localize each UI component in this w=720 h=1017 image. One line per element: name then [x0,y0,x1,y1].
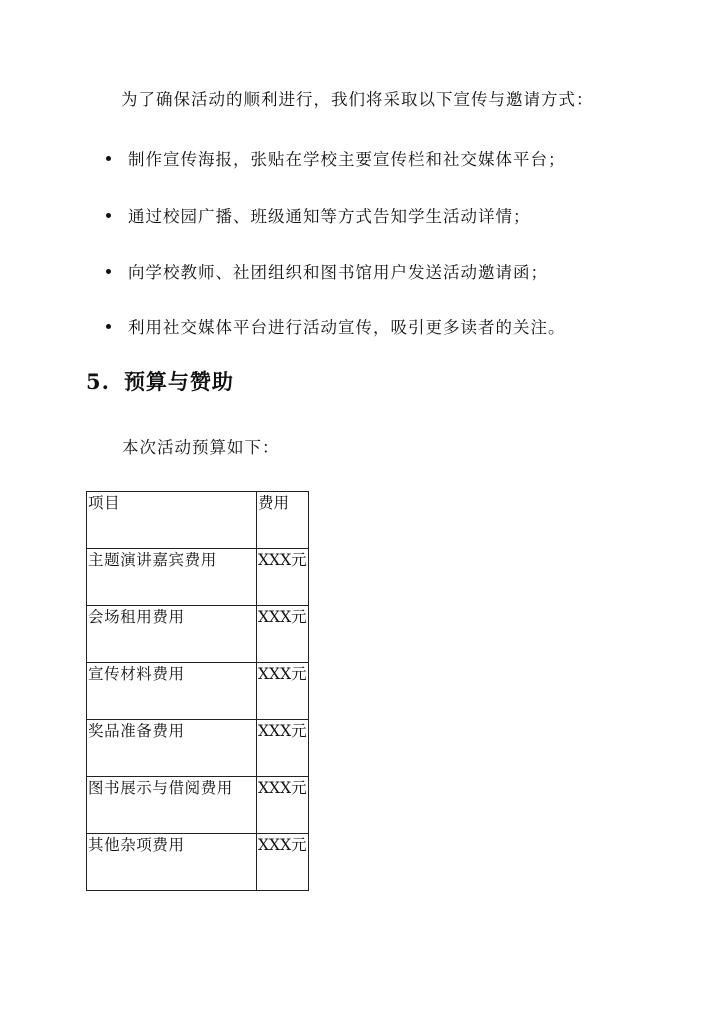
section-number: 5. [86,369,110,394]
table-cell: XXX元 [257,834,309,891]
intro-paragraph: 为了确保活动的顺利进行，我们将采取以下宣传与邀请方式： [121,90,594,109]
table-cell: XXX元 [257,663,309,720]
list-item [106,314,566,338]
bullet-icon [106,156,111,161]
table-cell: XXX元 [257,777,309,834]
table-row [87,549,309,606]
list-item-text: 制作宣传海报，张贴在学校主要宣传栏和社交媒体平台； [128,150,566,169]
table-row [87,663,309,720]
table-row [87,606,309,663]
list-item [106,203,531,227]
table-cell: 主题演讲嘉宾费用 [87,549,257,606]
list-item [106,259,548,283]
table-cell: 图书展示与借阅费用 [87,777,257,834]
table-row [87,834,309,891]
list-item [106,146,566,170]
bullet-icon [106,269,111,274]
table-row [87,720,309,777]
table-cell: 其他杂项费用 [87,834,257,891]
table-header-cell: 费用 [257,492,309,549]
list-item-text: 利用社交媒体平台进行活动宣传，吸引更多读者的关注。 [128,318,566,337]
list-item-text: 通过校园广播、班级通知等方式告知学生活动详情； [128,207,531,226]
table-cell: 宣传材料费用 [87,663,257,720]
list-item-text: 向学校教师、社团组织和图书馆用户发送活动邀请函； [128,263,548,282]
table-header-row [87,492,309,549]
budget-intro: 本次活动预算如下： [122,438,280,457]
bullet-icon [106,324,111,329]
budget-table [86,491,309,891]
table-row [87,777,309,834]
table-header-cell: 项目 [87,492,257,549]
section-title: 预算与赞助 [123,369,234,394]
table-cell: XXX元 [257,720,309,777]
section-heading [86,366,234,396]
table-cell: XXX元 [257,549,309,606]
table-cell: XXX元 [257,606,309,663]
table-cell: 会场租用费用 [87,606,257,663]
bullet-icon [106,213,111,218]
table-cell: 奖品准备费用 [87,720,257,777]
